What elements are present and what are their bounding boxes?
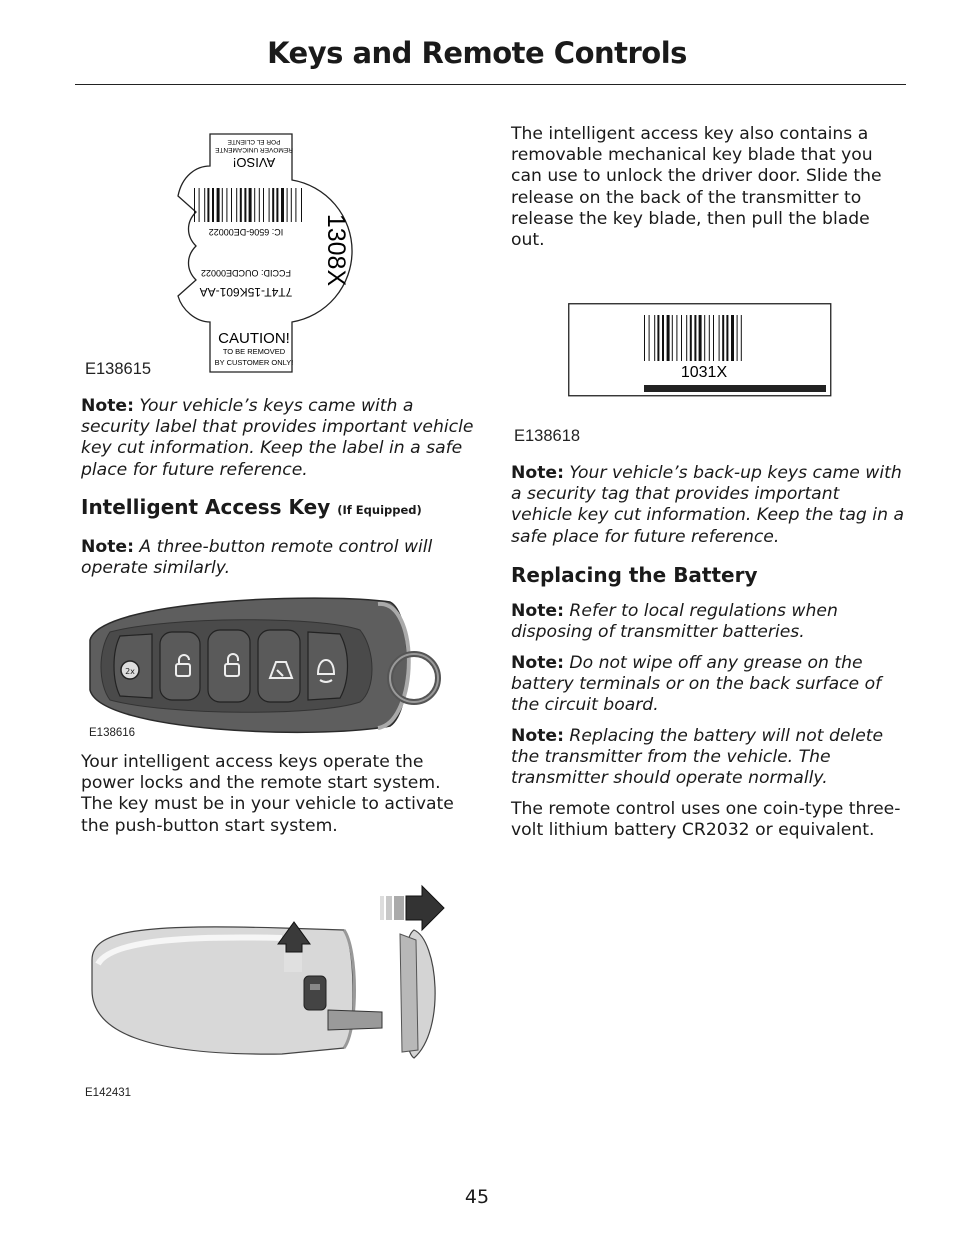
label-warning-top: AVISO! bbox=[232, 155, 276, 170]
svg-text:7T4T-15K601-AA: 7T4T-15K601-AA bbox=[199, 285, 293, 299]
figure-id: E138616 bbox=[89, 727, 136, 739]
title-rule bbox=[75, 84, 906, 85]
note-three-button: Note: A three-button remote control will operate similarly. bbox=[81, 537, 433, 579]
svg-text:IC: 6506-DE00022: IC: 6506-DE00022 bbox=[208, 227, 284, 237]
key-code: 1308X bbox=[322, 213, 350, 287]
note-backup-keys: Note: Your vehicle’s back-up keys came with a security tag that provides important vehicle key cut information. Keep the tag in a safe place for future reference. bbox=[511, 463, 904, 547]
page-number: 45 bbox=[464, 1186, 490, 1208]
figure-id: E138618 bbox=[514, 427, 581, 445]
note-security-label: Note: Your vehicle’s keys came with a security label that provides important vehicle key cut information. Keep the label in a safe place for future reference. bbox=[81, 396, 474, 480]
pull-right-arrow-icon bbox=[380, 886, 444, 930]
label-caution: CAUTION! bbox=[218, 330, 290, 347]
note-disposal: Note: Refer to local regulations when disposing of transmitter batteries. bbox=[511, 601, 838, 643]
note-grease: Note: Do not wipe off any grease on the battery terminals or on the back surface of the circuit board. bbox=[511, 653, 882, 716]
svg-text:POR EL CLIENTE: POR EL CLIENTE bbox=[227, 138, 281, 145]
key-fob-figure bbox=[80, 590, 446, 740]
figure-id: E142431 bbox=[85, 1087, 132, 1099]
heading-intelligent-access-key: Intelligent Access Key (If Equipped) bbox=[81, 495, 422, 519]
svg-text:TO BE REMOVED: TO BE REMOVED bbox=[222, 347, 286, 356]
paragraph-key-blade: The intelligent access key also contains a removable mechanical key blade that you can use to unlock the driver door. Slide the release on the back of the transmitter to release the key blade, then pull the blade out. bbox=[511, 124, 882, 251]
note-transmitter: Note: Replacing the battery will not delete the transmitter from the vehicle. The transmitter should operate normally. bbox=[511, 726, 884, 789]
security-tag-figure bbox=[568, 303, 834, 399]
security-label-figure bbox=[168, 128, 374, 376]
page-title: Keys and Remote Controls bbox=[267, 36, 687, 70]
tag-code: 1031X bbox=[680, 364, 728, 381]
paragraph-intelligent-keys: Your intelligent access keys operate the power locks and the remote start system. The key must be in your vehicle to activate the push-button start system. bbox=[81, 752, 454, 836]
svg-text:2x: 2x bbox=[125, 667, 135, 676]
svg-text:REMOVER UNICAMENTE: REMOVER UNICAMENTE bbox=[215, 146, 293, 153]
figure-id: E138615 bbox=[85, 360, 152, 378]
svg-text:BY CUSTOMER ONLY!: BY CUSTOMER ONLY! bbox=[214, 358, 294, 367]
heading-replacing-battery: Replacing the Battery bbox=[511, 563, 758, 587]
paragraph-battery-type: The remote control uses one coin-type three-volt lithium battery CR2032 or equivalent. bbox=[511, 799, 901, 841]
svg-text:FCCID: OUCDE00022: FCCID: OUCDE00022 bbox=[200, 268, 292, 278]
key-blade-figure bbox=[82, 880, 448, 1066]
